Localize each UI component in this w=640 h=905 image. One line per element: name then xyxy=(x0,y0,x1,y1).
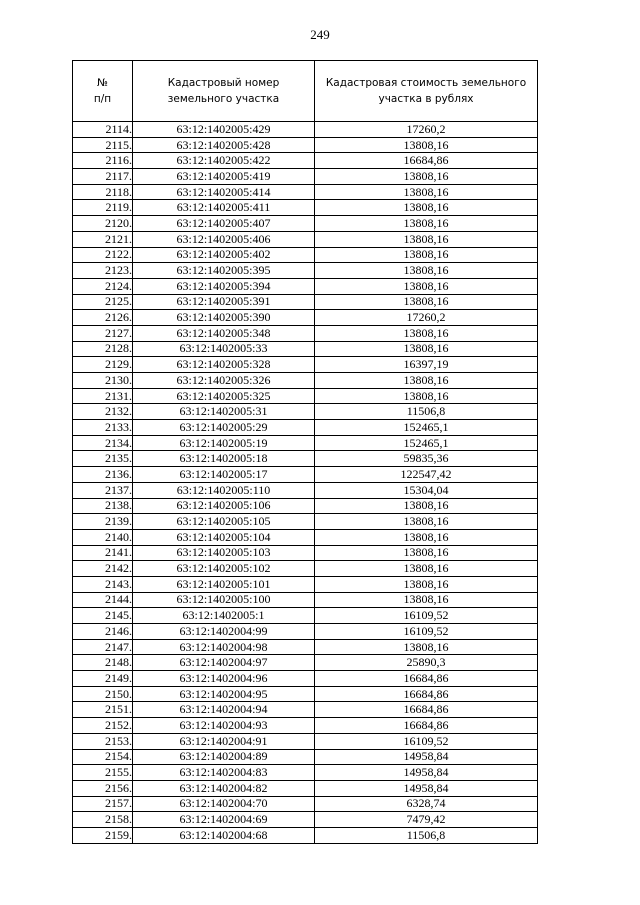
row-number-cell: 2148. xyxy=(73,655,133,671)
table-row xyxy=(73,137,538,153)
table-row xyxy=(73,420,538,436)
cadastral-number-cell: 63:12:1402005:325 xyxy=(133,388,315,404)
cadastral-value-cell: 7479,42 xyxy=(315,812,538,828)
row-number-cell: 2126. xyxy=(73,310,133,326)
row-number-cell: 2120. xyxy=(73,216,133,232)
cadastral-number-cell: 63:12:1402005:106 xyxy=(133,498,315,514)
cadastral-value-cell: 25890,3 xyxy=(315,655,538,671)
cadastral-number-cell: 63:12:1402005:31 xyxy=(133,404,315,420)
row-number-cell: 2134. xyxy=(73,435,133,451)
table-row xyxy=(73,388,538,404)
table-row xyxy=(73,482,538,498)
row-number-cell: 2131. xyxy=(73,388,133,404)
cadastral-value-cell: 13808,16 xyxy=(315,529,538,545)
row-number-cell: 2157. xyxy=(73,796,133,812)
row-number-cell: 2139. xyxy=(73,514,133,530)
header-cadastral-number-label: Кадастровый номер земельного участка xyxy=(167,77,280,105)
row-number-cell: 2144. xyxy=(73,592,133,608)
cadastral-value-cell: 16109,52 xyxy=(315,624,538,640)
cadastral-value-cell: 122547,42 xyxy=(315,467,538,483)
row-number-cell: 2115. xyxy=(73,137,133,153)
table-row xyxy=(73,498,538,514)
row-number-cell: 2123. xyxy=(73,263,133,279)
row-number-cell: 2128. xyxy=(73,341,133,357)
cadastral-value-cell: 13808,16 xyxy=(315,200,538,216)
table-row xyxy=(73,827,538,843)
row-number-cell: 2150. xyxy=(73,686,133,702)
row-number-cell: 2125. xyxy=(73,294,133,310)
cadastral-value-cell: 17260,2 xyxy=(315,310,538,326)
cadastral-value-cell: 15304,04 xyxy=(315,482,538,498)
header-row-number-label: № п/п xyxy=(93,77,112,105)
cadastral-number-cell: 63:12:1402005:101 xyxy=(133,576,315,592)
cadastral-number-cell: 63:12:1402004:70 xyxy=(133,796,315,812)
table-row xyxy=(73,514,538,530)
table-row xyxy=(73,576,538,592)
cadastral-value-cell: 152465,1 xyxy=(315,435,538,451)
cadastral-value-cell: 13808,16 xyxy=(315,247,538,263)
cadastral-number-cell: 63:12:1402005:411 xyxy=(133,200,315,216)
row-number-cell: 2132. xyxy=(73,404,133,420)
cadastral-value-cell: 13808,16 xyxy=(315,514,538,530)
cadastral-value-cell: 16684,86 xyxy=(315,686,538,702)
table-row xyxy=(73,812,538,828)
table-row xyxy=(73,624,538,640)
cadastral-number-cell: 63:12:1402005:326 xyxy=(133,373,315,389)
cadastral-number-cell: 63:12:1402005:402 xyxy=(133,247,315,263)
table-row xyxy=(73,765,538,781)
table-row xyxy=(73,247,538,263)
table-row xyxy=(73,451,538,467)
cadastral-number-cell: 63:12:1402004:98 xyxy=(133,639,315,655)
table-row xyxy=(73,467,538,483)
table-row xyxy=(73,749,538,765)
row-number-cell: 2135. xyxy=(73,451,133,467)
row-number-cell: 2153. xyxy=(73,733,133,749)
table-row xyxy=(73,435,538,451)
page-number: 249 xyxy=(310,27,330,42)
table-body xyxy=(73,122,538,844)
table-row xyxy=(73,325,538,341)
cadastral-value-cell: 16397,19 xyxy=(315,357,538,373)
cadastral-number-cell: 63:12:1402005:407 xyxy=(133,216,315,232)
row-number-cell: 2155. xyxy=(73,765,133,781)
table-header-row xyxy=(73,61,538,122)
row-number-cell: 2133. xyxy=(73,420,133,436)
row-number-cell: 2124. xyxy=(73,278,133,294)
table-row xyxy=(73,357,538,373)
cadastral-value-cell: 14958,84 xyxy=(315,749,538,765)
cadastral-value-cell: 6328,74 xyxy=(315,796,538,812)
cadastral-number-cell: 63:12:1402005:100 xyxy=(133,592,315,608)
table-row xyxy=(73,373,538,389)
cadastral-number-cell: 63:12:1402005:414 xyxy=(133,184,315,200)
cadastral-number-cell: 63:12:1402005:104 xyxy=(133,529,315,545)
row-number-cell: 2117. xyxy=(73,169,133,185)
header-cadastral-number xyxy=(133,61,315,122)
cadastral-value-cell: 13808,16 xyxy=(315,137,538,153)
table-row xyxy=(73,671,538,687)
row-number-cell: 2149. xyxy=(73,671,133,687)
table-row xyxy=(73,184,538,200)
cadastral-number-cell: 63:12:1402004:97 xyxy=(133,655,315,671)
cadastral-value-cell: 13808,16 xyxy=(315,592,538,608)
cadastral-number-cell: 63:12:1402005:103 xyxy=(133,545,315,561)
cadastral-number-cell: 63:12:1402005:348 xyxy=(133,325,315,341)
table-row xyxy=(73,561,538,577)
row-number-cell: 2119. xyxy=(73,200,133,216)
header-cadastral-value xyxy=(315,61,538,122)
cadastral-value-cell: 14958,84 xyxy=(315,765,538,781)
cadastral-value-cell: 13808,16 xyxy=(315,498,538,514)
table-row xyxy=(73,733,538,749)
cadastral-value-cell: 16684,86 xyxy=(315,671,538,687)
cadastral-value-cell: 13808,16 xyxy=(315,561,538,577)
header-cadastral-value-label: Кадастровая стоимость земельного участка в рублях xyxy=(325,77,527,105)
cadastral-number-cell: 63:12:1402004:96 xyxy=(133,671,315,687)
cadastral-value-cell: 16684,86 xyxy=(315,718,538,734)
table-row xyxy=(73,780,538,796)
table-row xyxy=(73,278,538,294)
table-row xyxy=(73,718,538,734)
row-number-cell: 2158. xyxy=(73,812,133,828)
cadastral-value-cell: 13808,16 xyxy=(315,388,538,404)
row-number-cell: 2137. xyxy=(73,482,133,498)
row-number-cell: 2122. xyxy=(73,247,133,263)
row-number-cell: 2129. xyxy=(73,357,133,373)
table-row xyxy=(73,608,538,624)
table-row xyxy=(73,231,538,247)
cadastral-value-cell: 14958,84 xyxy=(315,780,538,796)
row-number-cell: 2136. xyxy=(73,467,133,483)
cadastral-value-cell: 13808,16 xyxy=(315,639,538,655)
cadastral-value-cell: 17260,2 xyxy=(315,122,538,138)
table-row xyxy=(73,153,538,169)
cadastral-number-cell: 63:12:1402005:390 xyxy=(133,310,315,326)
row-number-cell: 2152. xyxy=(73,718,133,734)
cadastral-number-cell: 63:12:1402005:391 xyxy=(133,294,315,310)
cadastral-number-cell: 63:12:1402004:94 xyxy=(133,702,315,718)
cadastral-value-cell: 13808,16 xyxy=(315,231,538,247)
row-number-cell: 2114. xyxy=(73,122,133,138)
header-row-number xyxy=(73,61,133,122)
table-row xyxy=(73,796,538,812)
cadastral-number-cell: 63:12:1402005:419 xyxy=(133,169,315,185)
cadastral-number-cell: 63:12:1402004:68 xyxy=(133,827,315,843)
cadastral-value-cell: 13808,16 xyxy=(315,341,538,357)
cadastral-number-cell: 63:12:1402005:102 xyxy=(133,561,315,577)
row-number-cell: 2156. xyxy=(73,780,133,796)
cadastral-value-cell: 59835,36 xyxy=(315,451,538,467)
table-row xyxy=(73,529,538,545)
table-row xyxy=(73,545,538,561)
cadastral-value-cell: 13808,16 xyxy=(315,325,538,341)
cadastral-number-cell: 63:12:1402005:406 xyxy=(133,231,315,247)
row-number-cell: 2145. xyxy=(73,608,133,624)
row-number-cell: 2140. xyxy=(73,529,133,545)
table-row xyxy=(73,310,538,326)
row-number-cell: 2118. xyxy=(73,184,133,200)
cadastral-number-cell: 63:12:1402005:394 xyxy=(133,278,315,294)
row-number-cell: 2141. xyxy=(73,545,133,561)
cadastral-number-cell: 63:12:1402005:19 xyxy=(133,435,315,451)
table-row xyxy=(73,702,538,718)
table-row xyxy=(73,639,538,655)
cadastral-number-cell: 63:12:1402005:429 xyxy=(133,122,315,138)
row-number-cell: 2127. xyxy=(73,325,133,341)
row-number-cell: 2151. xyxy=(73,702,133,718)
row-number-cell: 2138. xyxy=(73,498,133,514)
cadastral-number-cell: 63:12:1402005:422 xyxy=(133,153,315,169)
row-number-cell: 2147. xyxy=(73,639,133,655)
row-number-cell: 2154. xyxy=(73,749,133,765)
cadastral-number-cell: 63:12:1402004:83 xyxy=(133,765,315,781)
cadastral-number-cell: 63:12:1402005:110 xyxy=(133,482,315,498)
cadastral-value-cell: 13808,16 xyxy=(315,278,538,294)
cadastral-value-cell: 13808,16 xyxy=(315,216,538,232)
cadastral-number-cell: 63:12:1402005:29 xyxy=(133,420,315,436)
table-row xyxy=(73,263,538,279)
row-number-cell: 2159. xyxy=(73,827,133,843)
table-row xyxy=(73,592,538,608)
cadastral-number-cell: 63:12:1402005:18 xyxy=(133,451,315,467)
cadastral-value-cell: 11506,8 xyxy=(315,827,538,843)
cadastral-value-cell: 13808,16 xyxy=(315,184,538,200)
cadastral-number-cell: 63:12:1402005:428 xyxy=(133,137,315,153)
table-row xyxy=(73,341,538,357)
row-number-cell: 2146. xyxy=(73,624,133,640)
row-number-cell: 2130. xyxy=(73,373,133,389)
row-number-cell: 2116. xyxy=(73,153,133,169)
table-row xyxy=(73,655,538,671)
cadastral-number-cell: 63:12:1402004:93 xyxy=(133,718,315,734)
cadastral-number-cell: 63:12:1402004:69 xyxy=(133,812,315,828)
cadastral-value-table xyxy=(72,60,538,844)
cadastral-value-cell: 13808,16 xyxy=(315,169,538,185)
cadastral-value-cell: 152465,1 xyxy=(315,420,538,436)
cadastral-value-cell: 13808,16 xyxy=(315,294,538,310)
table-row xyxy=(73,122,538,138)
cadastral-value-cell: 13808,16 xyxy=(315,373,538,389)
cadastral-value-cell: 16684,86 xyxy=(315,153,538,169)
cadastral-value-cell: 16109,52 xyxy=(315,733,538,749)
table-row xyxy=(73,686,538,702)
row-number-cell: 2142. xyxy=(73,561,133,577)
cadastral-number-cell: 63:12:1402005:395 xyxy=(133,263,315,279)
cadastral-number-cell: 63:12:1402005:1 xyxy=(133,608,315,624)
cadastral-value-cell: 16109,52 xyxy=(315,608,538,624)
table-row xyxy=(73,404,538,420)
cadastral-number-cell: 63:12:1402005:328 xyxy=(133,357,315,373)
cadastral-number-cell: 63:12:1402004:91 xyxy=(133,733,315,749)
table-row xyxy=(73,216,538,232)
row-number-cell: 2143. xyxy=(73,576,133,592)
row-number-cell: 2121. xyxy=(73,231,133,247)
cadastral-number-cell: 63:12:1402005:33 xyxy=(133,341,315,357)
cadastral-value-cell: 11506,8 xyxy=(315,404,538,420)
cadastral-number-cell: 63:12:1402005:105 xyxy=(133,514,315,530)
cadastral-number-cell: 63:12:1402004:99 xyxy=(133,624,315,640)
table-row xyxy=(73,294,538,310)
cadastral-value-cell: 13808,16 xyxy=(315,263,538,279)
cadastral-number-cell: 63:12:1402004:82 xyxy=(133,780,315,796)
cadastral-number-cell: 63:12:1402004:95 xyxy=(133,686,315,702)
table-row xyxy=(73,169,538,185)
cadastral-value-cell: 13808,16 xyxy=(315,545,538,561)
table-row xyxy=(73,200,538,216)
cadastral-number-cell: 63:12:1402004:89 xyxy=(133,749,315,765)
cadastral-number-cell: 63:12:1402005:17 xyxy=(133,467,315,483)
cadastral-value-cell: 13808,16 xyxy=(315,576,538,592)
cadastral-value-cell: 16684,86 xyxy=(315,702,538,718)
